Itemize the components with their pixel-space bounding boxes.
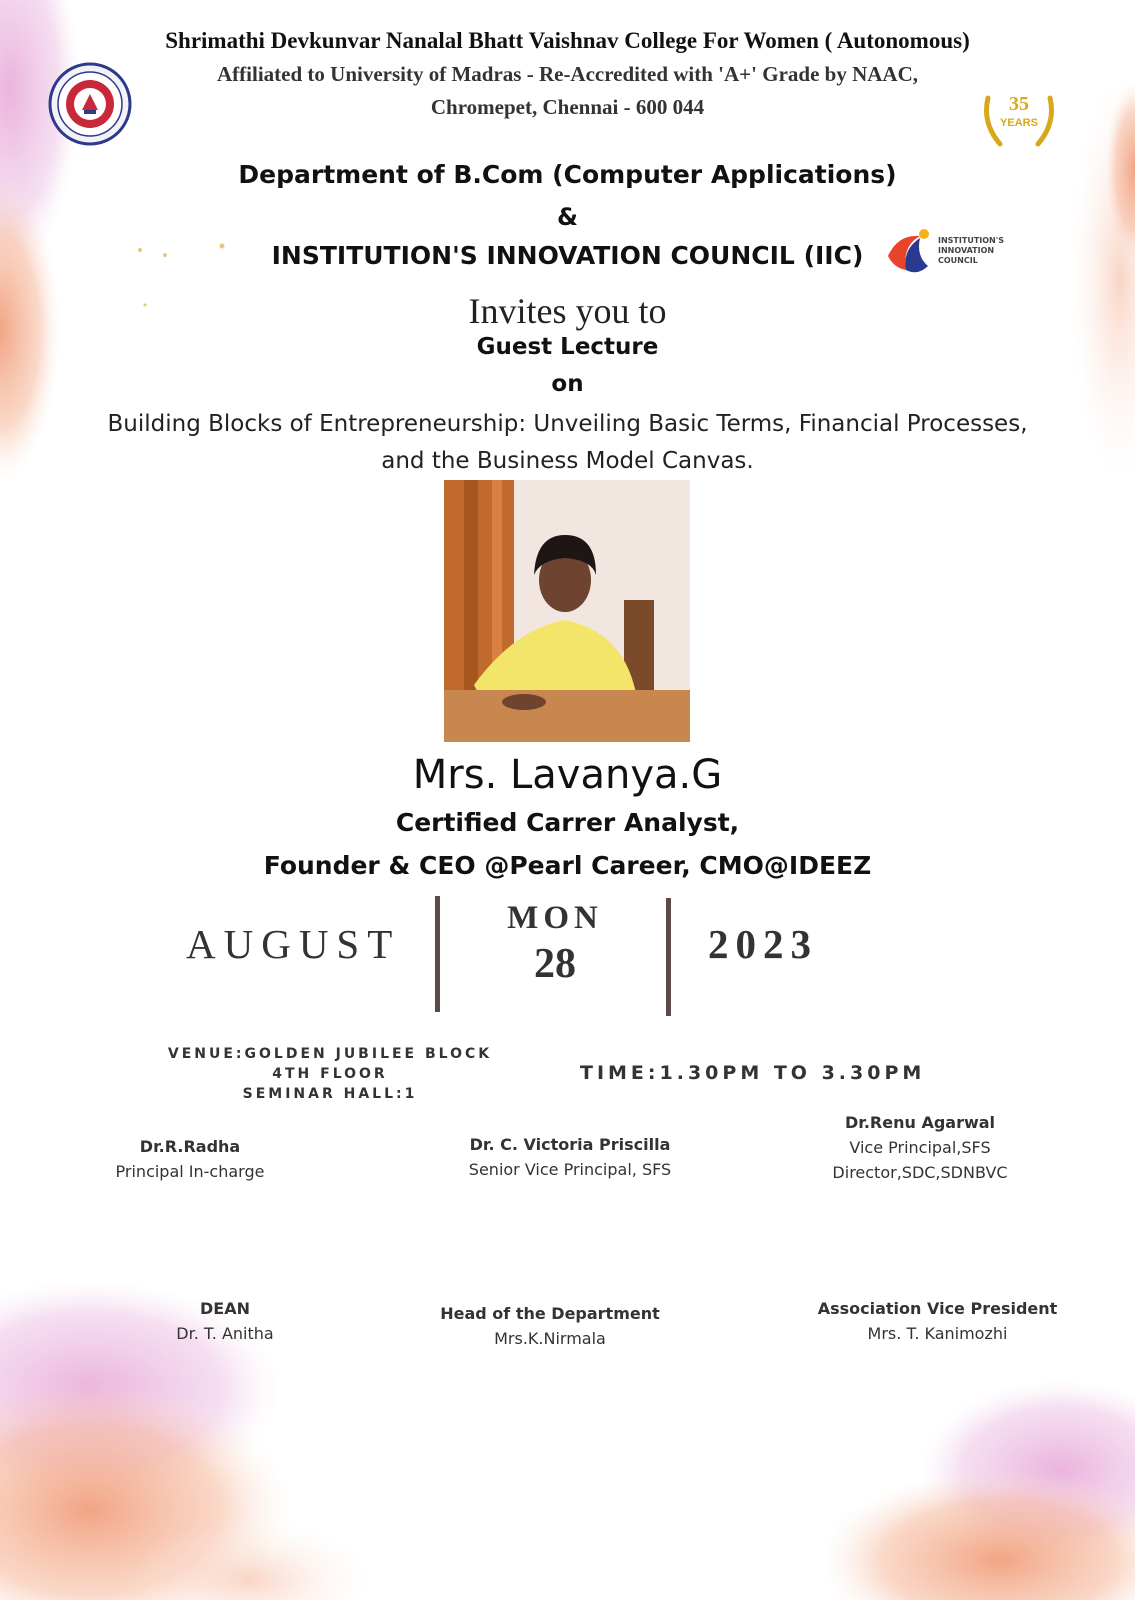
signatory-name: Dr. C. Victoria Priscilla: [469, 1135, 671, 1154]
signatory-title: Senior Vice Principal, SFS: [468, 1160, 672, 1179]
speaker-name: Mrs. Lavanya.G: [412, 752, 723, 798]
date-day: 28: [534, 941, 576, 987]
date-month: AUGUST: [186, 921, 401, 967]
signatory-title: Director,SDC,SDNBVC: [832, 1163, 1008, 1182]
signatory-title: Head of the Department: [440, 1304, 660, 1323]
event-type: Guest Lecture: [476, 334, 659, 360]
signatory-vice-principal: [810, 1110, 1030, 1185]
date-year: 2023: [708, 921, 818, 967]
date-divider: [435, 896, 440, 1012]
svg-text:YEARS: YEARS: [1000, 117, 1038, 129]
signatory-name: Mrs.K.Nirmala: [494, 1329, 606, 1348]
event-time: TIME:1.30PM TO 3.30PM: [580, 1062, 926, 1084]
signatory-name: Dr.Renu Agarwal: [844, 1113, 996, 1132]
iic-logo-line: COUNCIL: [938, 256, 978, 265]
signatory-association-vp: [800, 1296, 1075, 1346]
ampersand: &: [557, 203, 578, 231]
svg-text:35: 35: [1009, 93, 1029, 115]
signatory-name: Mrs. T. Kanimozhi: [867, 1324, 1008, 1343]
date-divider: [666, 898, 671, 1016]
on-text: on: [551, 371, 584, 397]
venue-line: SEMINAR HALL:1: [242, 1086, 418, 1102]
signatory-name: Dr. T. Anitha: [176, 1324, 274, 1343]
lecture-topic: [0, 406, 1135, 480]
signatory-name: Dr.R.Radha: [139, 1137, 241, 1156]
department-title: Department of B.Com (Computer Applications): [238, 160, 897, 189]
blob-bottom-right-orange: [820, 1470, 1135, 1600]
signatory-dean: [120, 1296, 330, 1346]
college-name: Shrimathi Devkunvar Nanalal Bhatt Vaishnav College For Women ( Autonomous): [165, 28, 970, 53]
iic-logo-line: INSTITUTION'S: [938, 236, 1004, 245]
signatory-principal: [90, 1134, 290, 1184]
speaker-role: Certified Carrer Analyst,: [395, 808, 740, 837]
speaker-photo: [444, 480, 690, 742]
council-title: INSTITUTION'S INNOVATION COUNCIL (IIC): [271, 241, 864, 270]
venue-line: VENUE:GOLDEN JUBILEE BLOCK: [167, 1046, 493, 1062]
signatory-title: Association Vice President: [817, 1299, 1058, 1318]
lecture-topic-text: Building Blocks of Entrepreneurship: Unveiling Basic Terms, Financial Processes, and the Business Model Canvas.: [107, 411, 1028, 474]
signatory-title: Vice Principal,SFS: [849, 1138, 991, 1157]
venue-block: [160, 1044, 500, 1104]
venue-line: 4TH FLOOR: [272, 1066, 388, 1082]
college-address: Chromepet, Chennai - 600 044: [430, 95, 705, 119]
college-affiliation: Affiliated to University of Madras - Re-Accredited with 'A+' Grade by NAAC,: [217, 62, 918, 86]
signatory-title: Principal In-charge: [115, 1162, 265, 1181]
date-weekday: MON: [507, 900, 603, 936]
signatory-title: DEAN: [200, 1299, 250, 1318]
iic-logo-line: INNOVATION: [938, 246, 995, 255]
speaker-affiliation: Founder & CEO @Pearl Career, CMO@IDEEZ: [263, 851, 872, 880]
signatory-senior-vice-principal: [440, 1132, 700, 1182]
invites-text: Invites you to: [468, 291, 667, 331]
signatory-hod: [430, 1301, 670, 1351]
